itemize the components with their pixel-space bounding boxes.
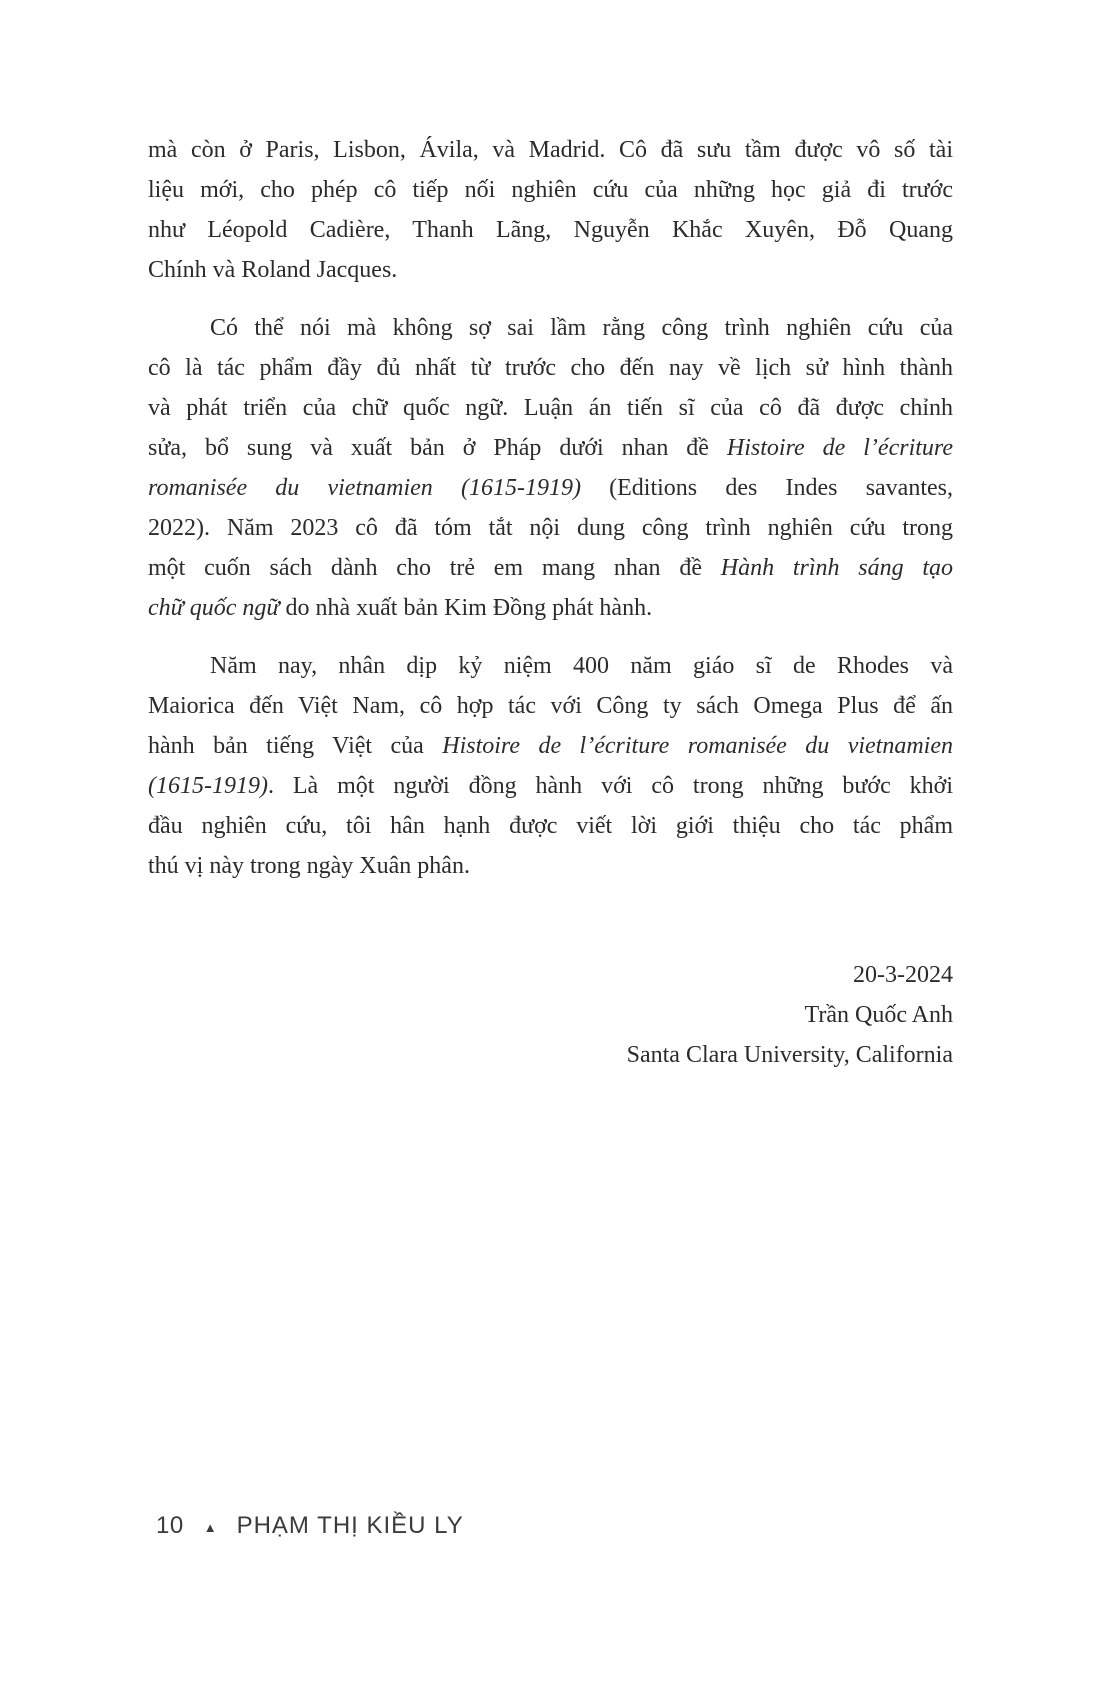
page-footer bbox=[156, 1512, 464, 1540]
text-line bbox=[148, 508, 953, 548]
italic-text-segment: Hành trình sáng tạo bbox=[720, 555, 954, 581]
text-line bbox=[148, 170, 953, 210]
text-segment: Có thể nói mà không sợ sai lầm rằng công trình nghiên cứu của bbox=[210, 315, 953, 341]
text-segment: 2022). Năm 2023 cô đã tóm tắt nội dung công trình nghiên cứu trong bbox=[148, 515, 953, 541]
text-line bbox=[148, 726, 953, 766]
italic-text-segment: Histoire de l’écriture bbox=[726, 435, 954, 461]
signature-date: 20-3-2024 bbox=[853, 962, 953, 988]
text-segment: Maiorica đến Việt Nam, cô hợp tác với Công ty sách Omega Plus để ấn bbox=[148, 693, 953, 719]
text-line bbox=[148, 428, 953, 468]
text-line bbox=[148, 388, 953, 428]
text-line bbox=[148, 250, 953, 290]
text-segment: do nhà xuất bản Kim Đồng phát hành. bbox=[279, 595, 653, 621]
text-segment: hành bản tiếng Việt của bbox=[148, 733, 443, 759]
running-title: PHẠM THỊ KIỀU LY bbox=[236, 1512, 464, 1539]
text-segment: thú vị này trong ngày Xuân phân. bbox=[148, 853, 470, 879]
text-segment: một cuốn sách dành cho trẻ em mang nhan đề bbox=[148, 555, 721, 581]
text-line bbox=[148, 686, 953, 726]
text-segment: như Léopold Cadière, Thanh Lãng, Nguyễn Khắc Xuyên, Đỗ Quang bbox=[148, 217, 953, 243]
page-number: 10 bbox=[156, 1512, 184, 1539]
italic-text-segment: chữ quốc ngữ bbox=[148, 595, 280, 621]
text-line bbox=[148, 846, 953, 886]
text-line bbox=[148, 588, 953, 628]
text-segment: liệu mới, cho phép cô tiếp nối nghiên cứu của những học giả đi trước bbox=[148, 177, 953, 203]
text-line bbox=[148, 308, 953, 348]
text-segment: Năm nay, nhân dịp kỷ niệm 400 năm giáo sĩ de Rhodes và bbox=[210, 653, 953, 679]
signature-affiliation: Santa Clara University, California bbox=[626, 1042, 953, 1068]
italic-text-segment: Histoire de l’écriture romanisée du vietnamien bbox=[442, 733, 954, 759]
text-segment: mà còn ở Paris, Lisbon, Ávila, và Madrid. Cô đã sưu tầm được vô số tài bbox=[148, 137, 953, 163]
paragraph bbox=[148, 646, 953, 886]
text-line bbox=[148, 130, 953, 170]
text-segment: sửa, bổ sung và xuất bản ở Pháp dưới nhan đề bbox=[148, 435, 727, 461]
signature-name: Trần Quốc Anh bbox=[804, 1002, 953, 1028]
text-segment: (Editions des Indes savantes, bbox=[580, 475, 953, 501]
text-line bbox=[148, 646, 953, 686]
text-line bbox=[148, 766, 953, 806]
signature-block bbox=[627, 955, 953, 1075]
text-line bbox=[148, 468, 953, 508]
italic-text-segment: (1615-1919) bbox=[148, 773, 268, 799]
text-segment: cô là tác phẩm đầy đủ nhất từ trước cho đến nay về lịch sử hình thành bbox=[148, 355, 953, 381]
text-line bbox=[148, 806, 953, 846]
text-line bbox=[148, 348, 953, 388]
paragraph bbox=[148, 308, 953, 628]
text-line bbox=[148, 548, 953, 588]
italic-text-segment: romanisée du vietnamien (1615-1919) bbox=[148, 475, 581, 501]
text-segment: . Là một người đồng hành với cô trong những bước khởi bbox=[267, 773, 953, 799]
text-segment: và phát triển của chữ quốc ngữ. Luận án tiến sĩ của cô đã được chỉnh bbox=[148, 395, 953, 421]
text-segment: đầu nghiên cứu, tôi hân hạnh được viết lời giới thiệu cho tác phẩm bbox=[148, 813, 953, 839]
paragraph bbox=[148, 130, 953, 290]
triangle-icon: ▲ bbox=[203, 1519, 217, 1535]
body-text bbox=[148, 130, 953, 886]
text-line bbox=[148, 210, 953, 250]
text-segment: Chính và Roland Jacques. bbox=[148, 257, 398, 283]
